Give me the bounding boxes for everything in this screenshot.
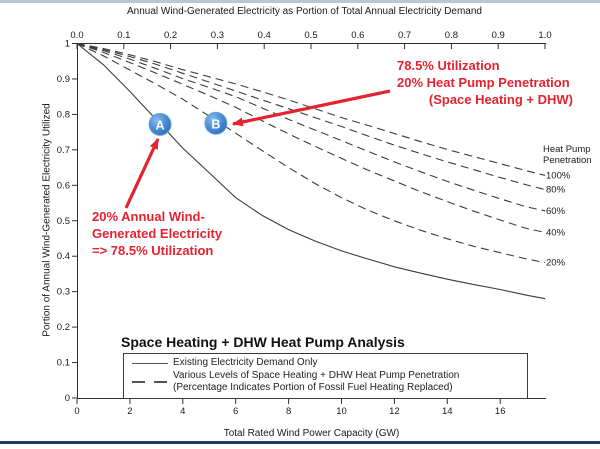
legend-item-label: Various Levels of Space Heating + DHW Heat Pump Penetration: [173, 370, 460, 381]
annotation-left-note: [92, 208, 242, 259]
x-axis-tick-label: 14: [442, 406, 453, 417]
y-axis-tick-label: 0.1: [56, 357, 70, 369]
top-axis-tick-label: 0.2: [163, 30, 178, 41]
solid-line-sample: [132, 363, 168, 364]
legend-item-solid: [124, 357, 527, 369]
y-axis-tick-label: 0.9: [56, 73, 70, 85]
legend-item-dashed: [124, 370, 527, 394]
legend-item-label: (Percentage Indicates Portion of Fossil Fuel Heating Replaced): [173, 382, 453, 393]
series-right-label: 80%: [546, 184, 566, 196]
legend-item-label: Existing Electricity Demand Only: [173, 357, 318, 368]
y-axis-tick-label: 0.3: [56, 286, 70, 298]
top-axis-tick-label: 0.8: [444, 30, 459, 41]
top-axis-tick-label: 1.0: [538, 30, 552, 41]
annotation-line: => 78.5% Utilization: [92, 243, 214, 258]
top-axis-tick-label: 0.7: [397, 30, 412, 41]
y-axis-tick-label: 0.7: [56, 144, 70, 156]
point-marker-b: [205, 112, 227, 134]
y-axis-tick-label: 0: [64, 393, 70, 404]
series-right-label: 100%: [546, 170, 571, 182]
legend-box: [123, 353, 528, 399]
top-axis-tick-label: 0.1: [117, 30, 131, 41]
y-axis-label: Portion of Annual Wind-Generated Electricity Utilized: [41, 103, 53, 337]
annotation-line: (Space Heating + DHW): [428, 92, 573, 107]
y-axis-tick-label: 1: [64, 38, 70, 50]
y-axis-tick-label: 0.2: [56, 322, 70, 334]
x-axis-tick-label: 2: [127, 406, 133, 417]
annotation-line: 78.5% Utilization: [397, 58, 500, 73]
top-axis-tick-label: 0.0: [70, 30, 84, 41]
x-axis-tick-label: 0: [74, 406, 80, 417]
x-axis-tick-label: 16: [494, 406, 506, 417]
x-axis-tick-label: 6: [233, 406, 239, 417]
point-marker-letter: B: [211, 117, 221, 132]
y-axis-tick-label: 0.5: [56, 215, 70, 227]
top-axis-tick-label: 0.6: [351, 30, 365, 41]
annotation-line: Generated Electricity: [92, 226, 223, 241]
annotation-line: 20% Annual Wind-: [92, 209, 205, 224]
series-right-label: 40%: [546, 227, 566, 239]
top-axis-tick-label: 0.9: [491, 30, 505, 41]
top-axis-tick-label: 0.5: [304, 30, 318, 41]
x-axis-tick-label: 12: [389, 406, 400, 417]
annotation-right-note: [397, 57, 573, 108]
top-axis-tick-label: 0.3: [210, 30, 225, 41]
series-right-label: 60%: [546, 205, 566, 217]
top-axis-title: Annual Wind-Generated Electricity as Portion of Total Annual Electricity Demand: [127, 6, 482, 17]
annotation-arrow: [126, 139, 158, 208]
top-axis-tick-label: 0.4: [257, 30, 271, 41]
right-series-group-label: Heat Pump Penetration: [543, 144, 592, 166]
annotation-arrow: [233, 91, 390, 124]
x-axis-tick-label: 8: [285, 406, 292, 417]
dashed-line-sample: [132, 381, 168, 382]
point-marker-letter: A: [155, 118, 165, 133]
annotation-line: 20% Heat Pump Penetration: [397, 75, 570, 90]
series-right-label: 20%: [546, 257, 566, 269]
window-bottom-border: [0, 441, 600, 444]
y-axis-tick-label: 0.8: [56, 109, 70, 121]
x-axis-label: Total Rated Wind Power Capacity (GW): [223, 428, 400, 439]
y-axis-tick-label: 0.6: [56, 180, 70, 192]
point-marker-a: [149, 113, 171, 135]
y-axis-tick-label: 0.4: [56, 251, 70, 263]
x-axis-tick-label: 10: [336, 406, 347, 417]
x-axis-tick-label: 4: [180, 406, 186, 417]
legend-title: Space Heating + DHW Heat Pump Analysis: [121, 334, 405, 350]
